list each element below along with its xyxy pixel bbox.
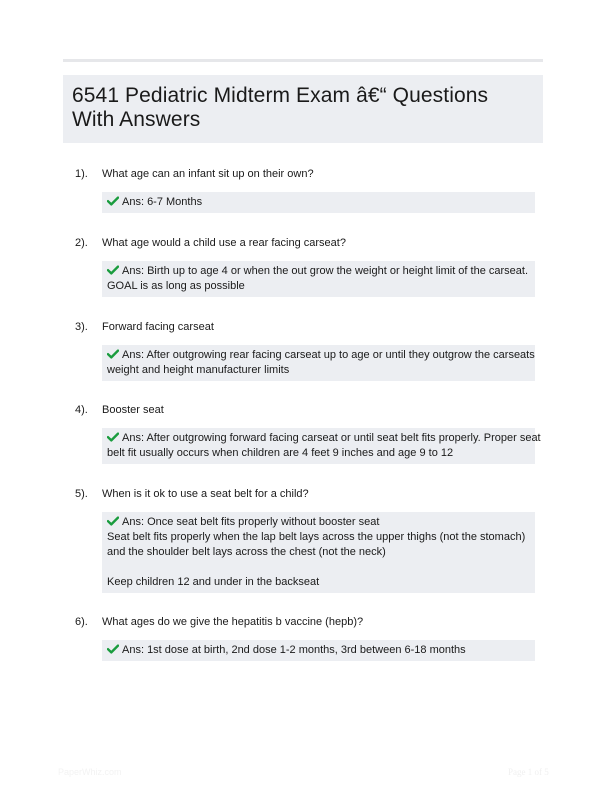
answer-box bbox=[102, 640, 535, 661]
question-text: When is it ok to use a seat belt for a child? bbox=[102, 488, 309, 500]
answer-line: Ans: Once seat belt fits properly without booster seat bbox=[122, 516, 380, 528]
answer-box bbox=[102, 428, 541, 464]
answer-line: belt fit usually occurs when children are 4 feet 9 inches and age 9 to 12 bbox=[107, 447, 454, 459]
question-number: 5). bbox=[75, 488, 88, 500]
checkmark-icon bbox=[107, 349, 119, 359]
question-text: What age would a child use a rear facing carseat? bbox=[102, 237, 346, 249]
question-number: 6). bbox=[75, 616, 88, 628]
answer-line: Ans: After outgrowing rear facing carseat up to age or until they outgrow the carseats bbox=[122, 349, 535, 361]
page-title-line-1: 6541 Pediatric Midterm Exam â€“ Questions bbox=[72, 84, 489, 107]
answer-line: Ans: After outgrowing forward facing carseat or until seat belt fits properly. Proper seat bbox=[122, 432, 541, 444]
answer-line: weight and height manufacturer limits bbox=[107, 364, 290, 376]
question-text: Booster seat bbox=[102, 404, 164, 416]
answer-line: Ans: 1st dose at birth, 2nd dose 1-2 months, 3rd between 6-18 months bbox=[122, 644, 466, 656]
page-title bbox=[72, 84, 534, 132]
title-header bbox=[63, 75, 543, 143]
answer-line: GOAL is as long as possible bbox=[107, 280, 245, 292]
answer-box bbox=[102, 345, 535, 381]
top-divider bbox=[63, 59, 543, 62]
question-text: What age can an infant sit up on their own? bbox=[102, 168, 314, 180]
answer-line: Seat belt fits properly when the lap belt lays across the upper thighs (not the stomach) bbox=[107, 531, 526, 543]
answer-box bbox=[102, 192, 535, 213]
answer-line: Ans: Birth up to age 4 or when the out grow the weight or height limit of the carseat. bbox=[122, 265, 529, 277]
question-text: Forward facing carseat bbox=[102, 321, 214, 333]
checkmark-icon bbox=[107, 196, 119, 206]
checkmark-icon bbox=[107, 516, 119, 526]
answer-line: and the shoulder belt lays across the chest (not the neck) bbox=[107, 546, 386, 558]
answer-blank-line bbox=[107, 560, 531, 575]
page-number: Page 1 of 5 bbox=[508, 767, 549, 777]
answer-box bbox=[102, 261, 535, 297]
checkmark-icon bbox=[107, 432, 119, 442]
question-number: 3). bbox=[75, 321, 88, 333]
answer-box bbox=[102, 512, 535, 593]
checkmark-icon bbox=[107, 644, 119, 654]
answer-line: Keep children 12 and under in the backseat bbox=[107, 576, 320, 588]
page-title-line-2: With Answers bbox=[72, 108, 201, 131]
question-number: 4). bbox=[75, 404, 88, 416]
footer-watermark: PaperWhiz.com bbox=[58, 767, 122, 777]
checkmark-icon bbox=[107, 265, 119, 275]
answer-line: Ans: 6-7 Months bbox=[122, 196, 203, 208]
question-number: 2). bbox=[75, 237, 88, 249]
question-text: What ages do we give the hepatitis b vaccine (hepb)? bbox=[102, 616, 364, 628]
question-number: 1). bbox=[75, 168, 88, 180]
